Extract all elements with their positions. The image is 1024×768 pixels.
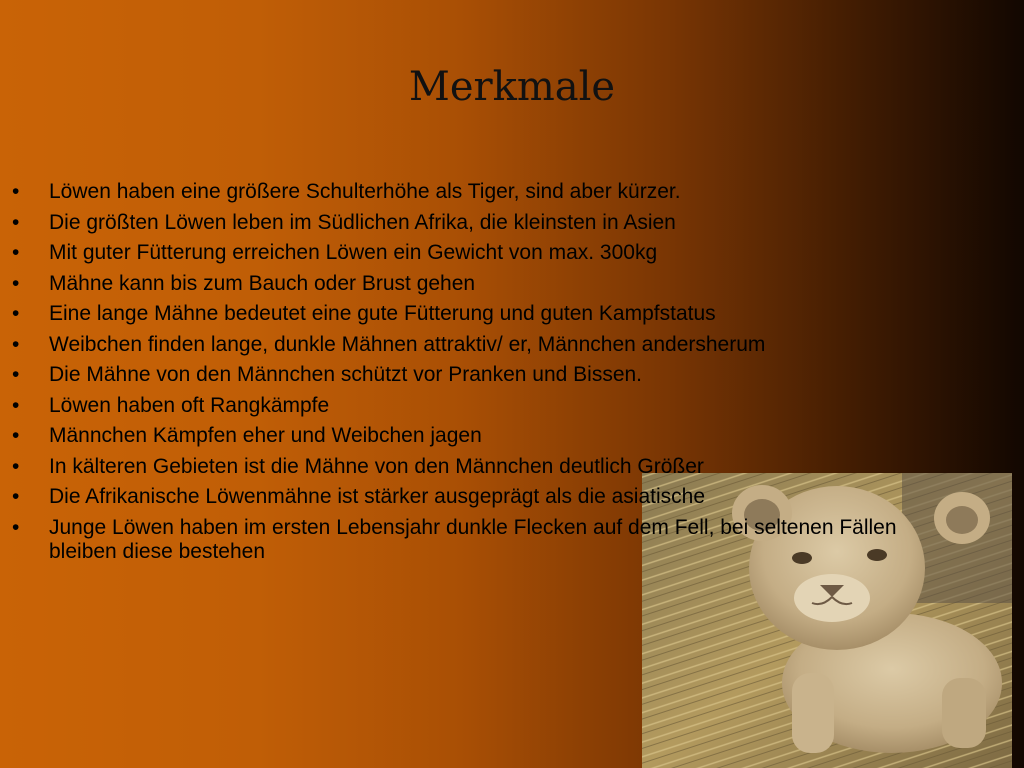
list-item [12,333,912,357]
bullet-text: Die größten Löwen leben im Südlichen Afrika, die kleinsten in Asien [49,210,676,234]
bullet-dot: • [12,271,20,295]
bullet-list [12,180,912,570]
bullet-dot: • [12,332,20,356]
bullet-dot: • [12,454,20,478]
list-item [12,211,912,235]
bullet-text: Eine lange Mähne bedeutet eine gute Fütterung und guten Kampfstatus [49,302,716,325]
bullet-text: Mähne kann bis zum Bauch oder Brust gehen [49,271,476,295]
bullet-dot: • [12,302,20,325]
list-item [12,455,912,479]
list-item [12,180,912,204]
bullet-dot: • [12,515,20,539]
bullet-dot: • [12,424,20,447]
bullet-dot: • [12,485,20,508]
bullet-text: Löwen haben eine größere Schulterhöhe als Tiger, sind aber kürzer. [49,180,681,203]
bullet-dot: • [12,393,20,417]
list-item [12,302,912,326]
bullet-text: Die Mähne von den Männchen schützt vor Pranken und Bissen. [49,363,643,386]
list-item [12,424,912,448]
list-item [12,485,912,509]
bullet-dot: • [12,241,20,264]
bullet-text: In kälteren Gebieten ist die Mähne von den Männchen deutlich Größer [49,454,704,478]
slide-title: Merkmale [408,64,616,110]
bullet-text: Die Afrikanische Löwenmähne ist stärker ausgeprägt als die asiatische [49,485,706,508]
bullet-dot: • [12,363,20,386]
bullet-dot: • [12,180,20,203]
list-item [12,363,912,387]
bullet-text: Mit guter Fütterung erreichen Löwen ein Gewicht von max. 300kg [49,241,658,264]
list-item [12,516,912,564]
list-item [12,241,912,265]
bullet-text: Löwen haben oft Rangkämpfe [49,393,330,417]
bullet-text: Weibchen finden lange, dunkle Mähnen attraktiv/ er, Männchen andersherum [49,332,766,356]
bullet-text: Männchen Kämpfen eher und Weibchen jagen [49,424,482,447]
bullet-text: Junge Löwen haben im ersten Lebensjahr dunkle Flecken auf dem Fell, bei seltenen Fällen bleiben diese bestehen [49,515,897,563]
list-item [12,272,912,296]
list-item [12,394,912,418]
bullet-dot: • [12,210,20,234]
